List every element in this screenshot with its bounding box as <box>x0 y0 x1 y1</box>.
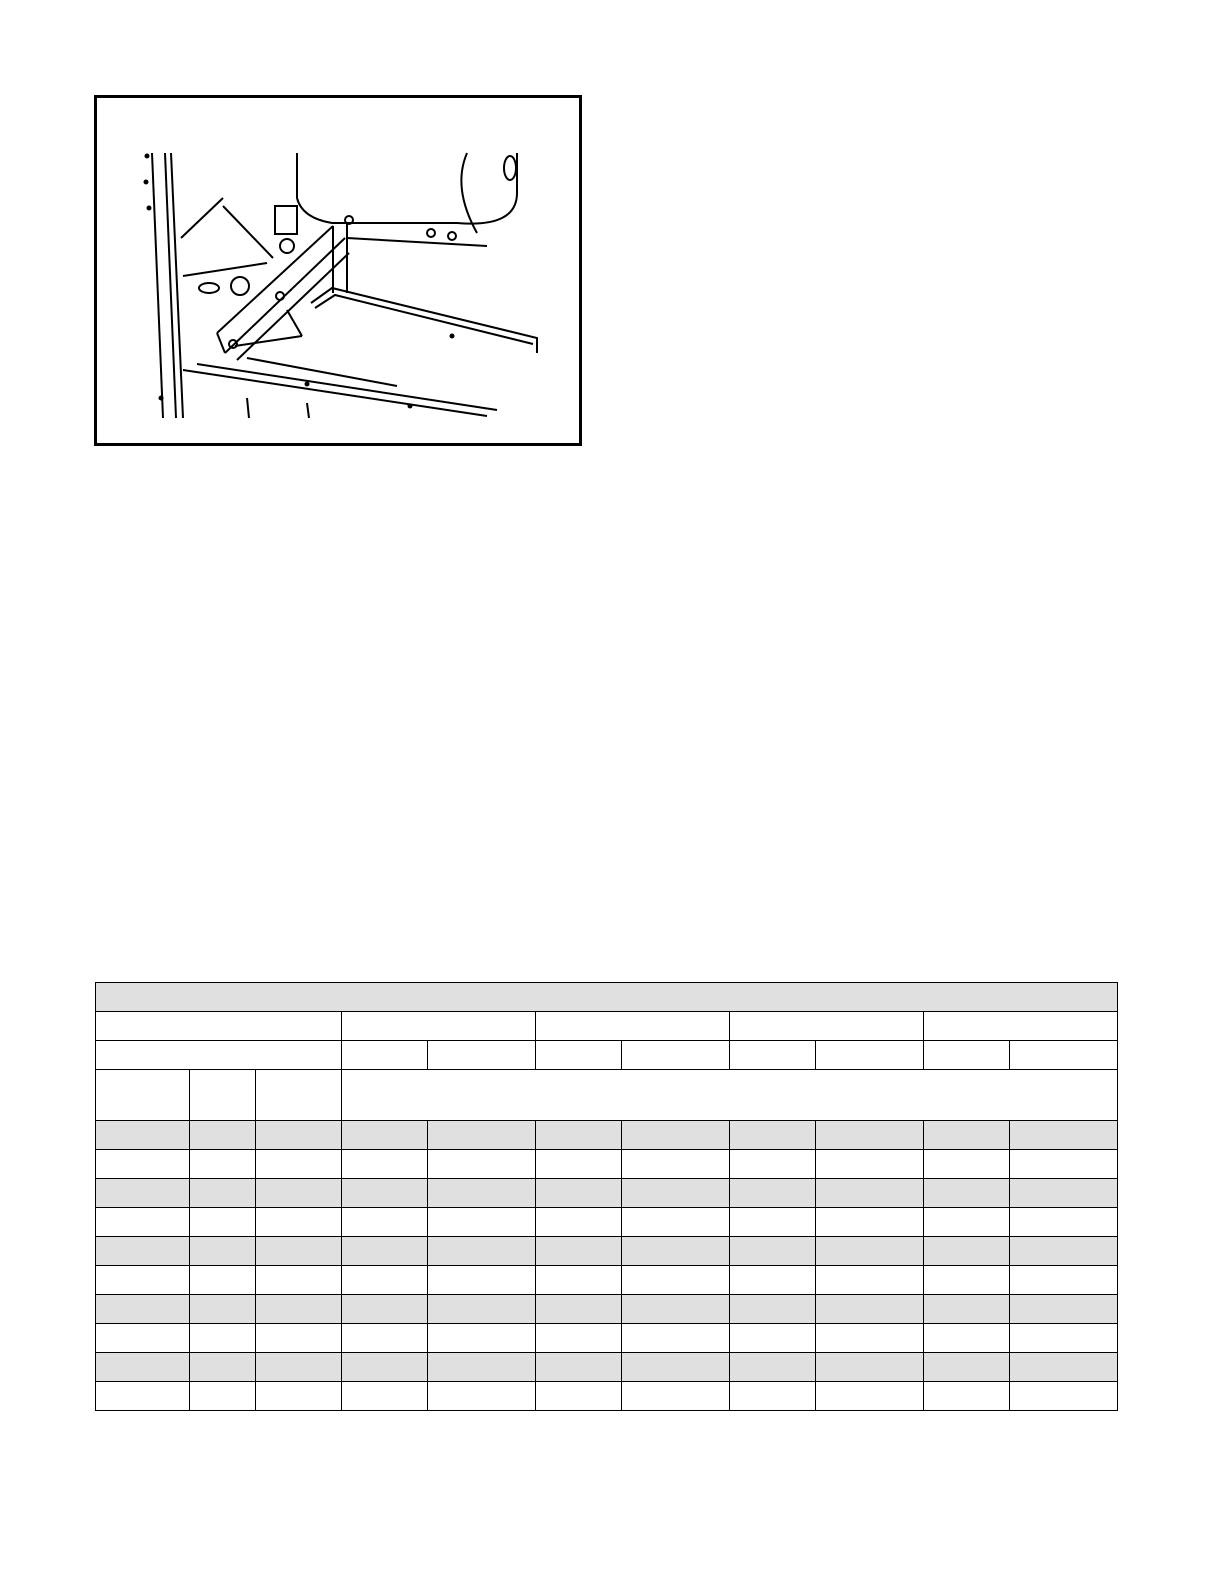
sub-header <box>428 1041 536 1070</box>
table-cell <box>730 1179 816 1208</box>
table-cell <box>816 1179 924 1208</box>
table-cell <box>622 1121 730 1150</box>
table-row <box>96 1295 1118 1324</box>
table-cell <box>1010 1382 1118 1411</box>
table-cell <box>816 1295 924 1324</box>
table-cell <box>256 1353 342 1382</box>
table-cell <box>536 1179 622 1208</box>
table-cell <box>96 1150 190 1179</box>
table-cell <box>96 1382 190 1411</box>
table-cell <box>536 1150 622 1179</box>
table-cell <box>428 1324 536 1353</box>
table-cell <box>96 1266 190 1295</box>
table-cell <box>924 1150 1010 1179</box>
table-cell <box>256 1382 342 1411</box>
table-cell <box>428 1382 536 1411</box>
table-cell <box>190 1382 256 1411</box>
table-cell <box>730 1353 816 1382</box>
table-cell <box>342 1237 428 1266</box>
table-cell <box>1010 1353 1118 1382</box>
table-cell <box>536 1208 622 1237</box>
table-cell <box>622 1382 730 1411</box>
table-cell <box>428 1266 536 1295</box>
sub-header <box>730 1041 816 1070</box>
table-cell <box>1010 1266 1118 1295</box>
table-cell <box>622 1295 730 1324</box>
table-cell <box>816 1121 924 1150</box>
group-header-row <box>96 1012 1118 1041</box>
table-cell <box>428 1179 536 1208</box>
table-cell <box>924 1353 1010 1382</box>
table-cell <box>256 1324 342 1353</box>
column-header <box>190 1070 256 1121</box>
table-cell <box>730 1121 816 1150</box>
table-cell <box>256 1179 342 1208</box>
table-cell <box>256 1295 342 1324</box>
table-cell <box>1010 1324 1118 1353</box>
blower-bracket-illustration-icon <box>97 98 579 443</box>
table-cell <box>1010 1208 1118 1237</box>
table-cell <box>924 1266 1010 1295</box>
table-cell <box>816 1208 924 1237</box>
table-cell <box>342 1208 428 1237</box>
table-cell <box>190 1353 256 1382</box>
table-cell <box>622 1179 730 1208</box>
table-cell <box>924 1324 1010 1353</box>
table-cell <box>622 1266 730 1295</box>
table-cell <box>924 1382 1010 1411</box>
table-cell <box>190 1237 256 1266</box>
table-cell <box>256 1237 342 1266</box>
table-cell <box>428 1121 536 1150</box>
table-row <box>96 1208 1118 1237</box>
table-cell <box>924 1295 1010 1324</box>
table-cell <box>190 1324 256 1353</box>
table-cell <box>342 1382 428 1411</box>
table-row <box>96 1150 1118 1179</box>
table-cell <box>342 1266 428 1295</box>
table-cell <box>428 1295 536 1324</box>
table-cell <box>96 1353 190 1382</box>
table-cell <box>342 1295 428 1324</box>
table-cell <box>1010 1179 1118 1208</box>
table-cell <box>428 1208 536 1237</box>
sub-header <box>536 1041 622 1070</box>
table-cell <box>816 1237 924 1266</box>
column-header <box>342 1070 1118 1121</box>
table-cell <box>256 1208 342 1237</box>
group-header <box>536 1012 730 1041</box>
table-cell <box>730 1237 816 1266</box>
table-cell <box>190 1121 256 1150</box>
table-cell <box>342 1150 428 1179</box>
table-title <box>96 983 1118 1012</box>
figure-frame <box>94 95 582 446</box>
sub-header <box>1010 1041 1118 1070</box>
table-row <box>96 1382 1118 1411</box>
column-header <box>256 1070 342 1121</box>
table-row <box>96 1324 1118 1353</box>
table-cell <box>730 1382 816 1411</box>
table-cell <box>96 1121 190 1150</box>
sub-header <box>96 1041 342 1070</box>
table-cell <box>816 1324 924 1353</box>
table-cell <box>190 1295 256 1324</box>
table-cell <box>730 1295 816 1324</box>
column-header-row <box>96 1070 1118 1121</box>
table-cell <box>190 1208 256 1237</box>
table-cell <box>622 1208 730 1237</box>
table-cell <box>924 1208 1010 1237</box>
table-cell <box>730 1266 816 1295</box>
table-cell <box>342 1353 428 1382</box>
table-cell <box>622 1237 730 1266</box>
table-cell <box>190 1150 256 1179</box>
group-header <box>730 1012 924 1041</box>
group-header <box>342 1012 536 1041</box>
table-cell <box>730 1324 816 1353</box>
spec-table <box>95 982 1118 1411</box>
table-cell <box>1010 1121 1118 1150</box>
table-cell <box>342 1324 428 1353</box>
column-header <box>96 1070 190 1121</box>
table-cell <box>622 1353 730 1382</box>
table-row <box>96 1179 1118 1208</box>
table-title-row <box>96 983 1118 1012</box>
table-cell <box>536 1237 622 1266</box>
table-cell <box>96 1295 190 1324</box>
table-cell <box>924 1179 1010 1208</box>
table-cell <box>536 1121 622 1150</box>
table-cell <box>96 1208 190 1237</box>
table-cell <box>536 1295 622 1324</box>
table-cell <box>1010 1150 1118 1179</box>
table-cell <box>96 1237 190 1266</box>
table-cell <box>342 1179 428 1208</box>
table-cell <box>730 1208 816 1237</box>
table-row <box>96 1266 1118 1295</box>
table-cell <box>730 1150 816 1179</box>
table-row <box>96 1353 1118 1382</box>
table-cell <box>536 1382 622 1411</box>
table-cell <box>816 1266 924 1295</box>
table-cell <box>428 1353 536 1382</box>
table-row <box>96 1237 1118 1266</box>
table-cell <box>536 1324 622 1353</box>
sub-header <box>342 1041 428 1070</box>
table-cell <box>1010 1237 1118 1266</box>
table-cell <box>622 1150 730 1179</box>
sub-header <box>924 1041 1010 1070</box>
table-cell <box>96 1324 190 1353</box>
table-cell <box>536 1266 622 1295</box>
table-cell <box>816 1150 924 1179</box>
table-row <box>96 1121 1118 1150</box>
table-cell <box>96 1179 190 1208</box>
table-cell <box>342 1121 428 1150</box>
sub-header <box>816 1041 924 1070</box>
table-cell <box>428 1237 536 1266</box>
group-header <box>924 1012 1118 1041</box>
table-cell <box>428 1150 536 1179</box>
table-cell <box>1010 1295 1118 1324</box>
table-cell <box>536 1353 622 1382</box>
group-header <box>96 1012 342 1041</box>
table-cell <box>190 1179 256 1208</box>
sub-header <box>622 1041 730 1070</box>
table-cell <box>924 1237 1010 1266</box>
table-cell <box>256 1121 342 1150</box>
table-cell <box>256 1150 342 1179</box>
sub-header-row <box>96 1041 1118 1070</box>
table-cell <box>256 1266 342 1295</box>
table-cell <box>622 1324 730 1353</box>
table-cell <box>190 1266 256 1295</box>
table-body <box>96 1121 1118 1411</box>
table-cell <box>816 1353 924 1382</box>
table-cell <box>924 1121 1010 1150</box>
table-cell <box>816 1382 924 1411</box>
